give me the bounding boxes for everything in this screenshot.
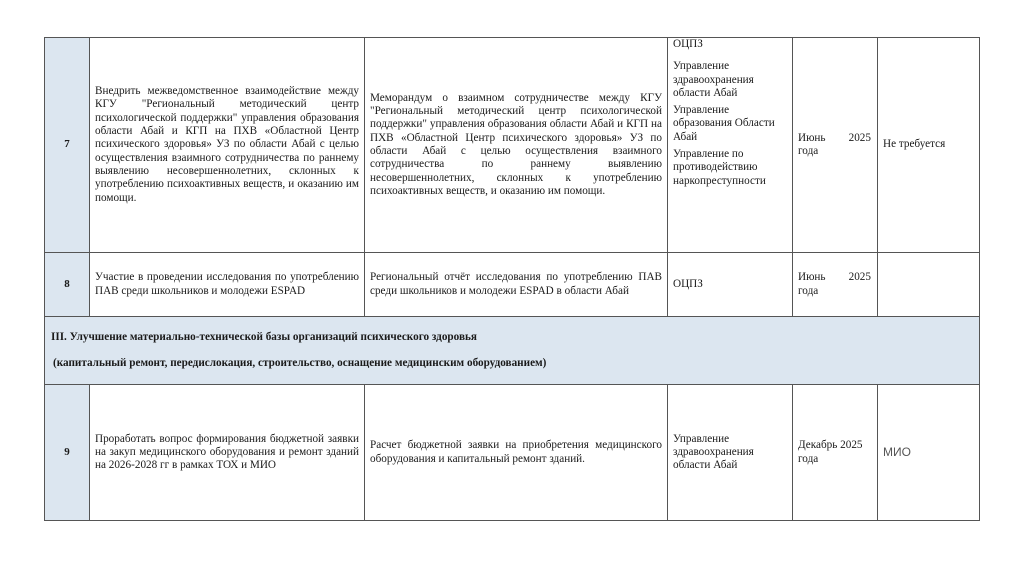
executor-cell: ОЦПЗ [668,253,793,317]
activity-cell: Участие в проведении исследования по употреблению ПАВ среди школьников и молодежи ESPAD [90,253,365,317]
table-row [45,385,980,521]
executor-item: Управление здравоохранения области Абай [673,60,754,99]
term-cell: Июнь 2025 года [793,253,878,317]
section-subtitle: (капитальный ремонт, передислокация, строительство, оснащение медицинским оборудованием) [53,356,547,369]
financing-cell: МИО [878,385,980,521]
row-number: 8 [45,253,90,317]
term-cell: Июнь 2025 года [793,38,878,253]
executor-cell [668,38,793,253]
result-cell: Расчет бюджетной заявки на приобретения медицинского оборудования и капитальный ремонт зданий. [365,385,668,521]
row-number: 9 [45,385,90,521]
action-plan-table [44,37,980,521]
executor-cell: Управление здравоохранения области Абай [668,385,793,521]
action-plan-table-wrapper [44,37,979,521]
financing-cell [878,253,980,317]
executor-item: Управление по противодействию наркопреступности [673,148,766,187]
row-number: 7 [45,38,90,253]
activity-cell: Внедрить межведомственное взаимодействие между КГУ "Региональный методический центр психологической поддержки" управления образования области Абай и КГП на ПХВ «Областной Центр психического здоровья» УЗ по области Абай с целью осуществления взаимного сотрудничества по раннему выявлению несовершеннолетних, склонных к употреблению психоактивных веществ, и оказанию им помощи. [90,38,365,253]
term-cell: Декабрь 2025 года [793,385,878,521]
activity-cell: Проработать вопрос формирования бюджетной заявки на закуп медицинского оборудования и ремонт зданий на 2026-2028 гг в рамках ТОХ и МИО [90,385,365,521]
table-row [45,253,980,317]
result-cell: Меморандум о взаимном сотрудничестве между КГУ "Региональный методический центр психологической поддержки" управления образования области Абай и КГП на ПХВ «Областной Центр психического здоровья» УЗ по области Абай с целью осуществления взаимного сотрудничества по раннему выявлению несовершеннолетних, склонных к употреблению психоактивных веществ, и оказанию им помощи. [365,38,668,253]
result-cell: Региональный отчёт исследования по употреблению ПАВ среди школьников и молодежи ESPAD в области Абай [365,253,668,317]
executor-item: Управление образования Области Абай [673,104,775,143]
financing-cell: Не требуется [878,38,980,253]
table-row [45,38,980,253]
section-header-cell [45,317,980,385]
section-title: III. Улучшение материально-технической базы организаций психического здоровья [51,331,477,344]
section-header-row [45,317,980,385]
executor-item: ОЦПЗ [673,38,703,50]
